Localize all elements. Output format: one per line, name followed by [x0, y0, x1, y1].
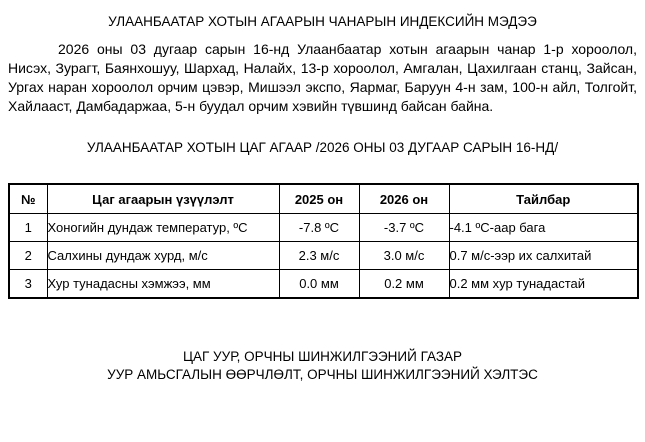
table-header-row — [9, 184, 638, 214]
table-cell-2025-value: 2.3 м/с — [279, 242, 359, 270]
footer — [8, 348, 637, 384]
summary-paragraph: 2026 оны 03 дугаар сарын 16-нд Улаанбаатар хотын агаарын чанар 1-р хороолол, Нисэх, Зурагт, Баянхошуу, Шархад, Налайх, 13-р хороолол, Амгалан, Цахилгаан станц, Зайсан, Ургах наран хороолол орчим цэвэр, Мишээл экспо, Яармаг, Баруун 4-н зам, 100-н айл, Толгойт, Хайлааст, Дамбадаржаа, 5-н буудал орчим хэвийн түвшинд байсан байна. — [8, 41, 637, 114]
table-cell-2026-value: -3.7 ºС — [359, 214, 449, 242]
table-cell-note: 0.7 м/с-ээр их салхитай — [449, 242, 638, 270]
page-title: УЛААНБААТАР ХОТЫН АГААРЫН ЧАНАРЫН ИНДЕКСИЙН МЭДЭЭ — [108, 14, 537, 29]
table-cell-note: 0.2 мм хур тунадастай — [449, 270, 638, 299]
table-row — [9, 214, 638, 242]
table-header-2025: 2025 он — [279, 184, 359, 214]
table-header-number: № — [9, 184, 47, 214]
table-cell-2025-value: -7.8 ºС — [279, 214, 359, 242]
table-cell-row-number: 2 — [9, 242, 47, 270]
table-header-note: Тайлбар — [449, 184, 638, 214]
table-cell-note: -4.1 ºС-аар бага — [449, 214, 638, 242]
table-cell-2026-value: 3.0 м/с — [359, 242, 449, 270]
table-cell-indicator: Хоногийн дундаж температур, ºС — [47, 214, 279, 242]
footer-org-line2: УУР АМЬСГАЛЫН ӨӨРЧЛӨЛТ, ОРЧНЫ ШИНЖИЛГЭЭНИЙ ХЭЛТЭС — [107, 367, 538, 382]
table-cell-indicator: Хур тунадасны хэмжээ, мм — [47, 270, 279, 299]
table-cell-row-number: 1 — [9, 214, 47, 242]
table-header-2026: 2026 он — [359, 184, 449, 214]
table-cell-2026-value: 0.2 мм — [359, 270, 449, 299]
table-cell-row-number: 3 — [9, 270, 47, 299]
section-subtitle: УЛААНБААТАР ХОТЫН ЦАГ АГААР /2026 ОНЫ 03 ДУГААР САРЫН 16-НД/ — [86, 140, 559, 155]
table-cell-2025-value: 0.0 мм — [279, 270, 359, 299]
weather-comparison-table — [8, 183, 639, 299]
table-row — [9, 242, 638, 270]
document-page — [0, 14, 645, 384]
table-row — [9, 270, 638, 299]
table-header-indicator: Цаг агаарын үзүүлэлт — [47, 184, 279, 214]
footer-org-line1: ЦАГ УУР, ОРЧНЫ ШИНЖИЛГЭЭНИЙ ГАЗАР — [182, 349, 462, 364]
table-cell-indicator: Салхины дундаж хурд, м/с — [47, 242, 279, 270]
